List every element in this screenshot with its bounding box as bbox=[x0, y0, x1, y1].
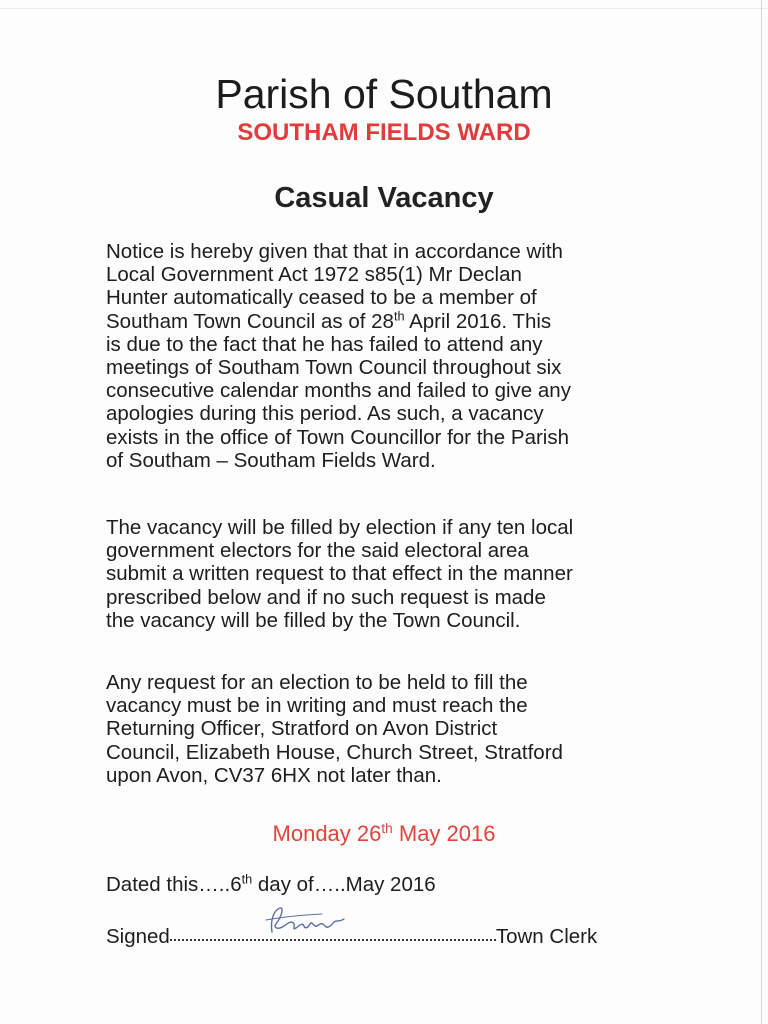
text-line: Council, Elizabeth House, Church Street, Stratford bbox=[106, 740, 563, 764]
ordinal-suffix: th bbox=[241, 871, 253, 887]
signed-label: Signed bbox=[106, 925, 170, 948]
text-line: Local Government Act 1972 s85(1) Mr Declan bbox=[106, 263, 522, 287]
dated-line bbox=[106, 872, 436, 898]
ward-subtitle: SOUTHAM FIELDS WARD bbox=[237, 119, 531, 146]
text-line: meetings of Southam Town Council throughout six bbox=[106, 356, 562, 380]
text-fragment: day of…..May 2016 bbox=[252, 873, 436, 896]
deadline-date bbox=[0, 820, 768, 848]
text-line: vacancy must be in writing and must reach the bbox=[106, 694, 528, 718]
text-line: consecutive calendar months and failed to give any bbox=[106, 379, 571, 403]
text-line: Any request for an election to be held to fill the bbox=[106, 671, 528, 694]
ordinal-suffix: th bbox=[393, 307, 405, 323]
paragraph-request bbox=[106, 671, 563, 787]
text-line: government electors for the said electoral area bbox=[106, 539, 529, 563]
text-line: of Southam – Southam Fields Ward. bbox=[106, 448, 436, 472]
paragraph-notice bbox=[106, 240, 571, 472]
text-line: apologies during this period. As such, a vacancy bbox=[106, 402, 544, 426]
notice-heading: Casual Vacancy bbox=[274, 182, 494, 214]
handwritten-signature bbox=[262, 902, 352, 942]
text-line bbox=[106, 307, 571, 333]
text-fragment: Monday 26 bbox=[272, 821, 382, 846]
text-line: The vacancy will be filled by election if any ten local bbox=[106, 516, 574, 539]
text-line: exists in the office of Town Councillor for the Parish bbox=[106, 425, 570, 449]
text-line: Returning Officer, Stratford on Avon District bbox=[106, 717, 498, 741]
text-line: upon Avon, CV37 6HX not later than. bbox=[106, 763, 442, 787]
text-line: is due to the fact that he has failed to attend any bbox=[106, 332, 543, 356]
text-line: the vacancy will be filled by the Town Council. bbox=[106, 608, 521, 632]
text-line: Notice is hereby given that that in accordance with bbox=[106, 240, 563, 263]
text-fragment: Southam Town Council as of 28 bbox=[106, 309, 394, 333]
text-line: prescribed below and if no such request is made bbox=[106, 585, 546, 609]
notice-title: Parish of Southam bbox=[215, 71, 553, 117]
text-line: submit a written request to that effect in the manner bbox=[106, 562, 573, 586]
scan-edge-right bbox=[761, 0, 762, 1024]
text-fragment: May 2016 bbox=[392, 821, 496, 846]
text-fragment: Dated this…..6 bbox=[106, 873, 242, 896]
ordinal-suffix: th bbox=[381, 820, 393, 836]
scan-edge-top bbox=[0, 8, 768, 9]
paragraph-election bbox=[106, 516, 573, 632]
text-line: Hunter automatically ceased to be a member of bbox=[106, 286, 537, 310]
text-fragment: April 2016. This bbox=[404, 309, 552, 333]
signer-role: Town Clerk bbox=[495, 925, 598, 948]
